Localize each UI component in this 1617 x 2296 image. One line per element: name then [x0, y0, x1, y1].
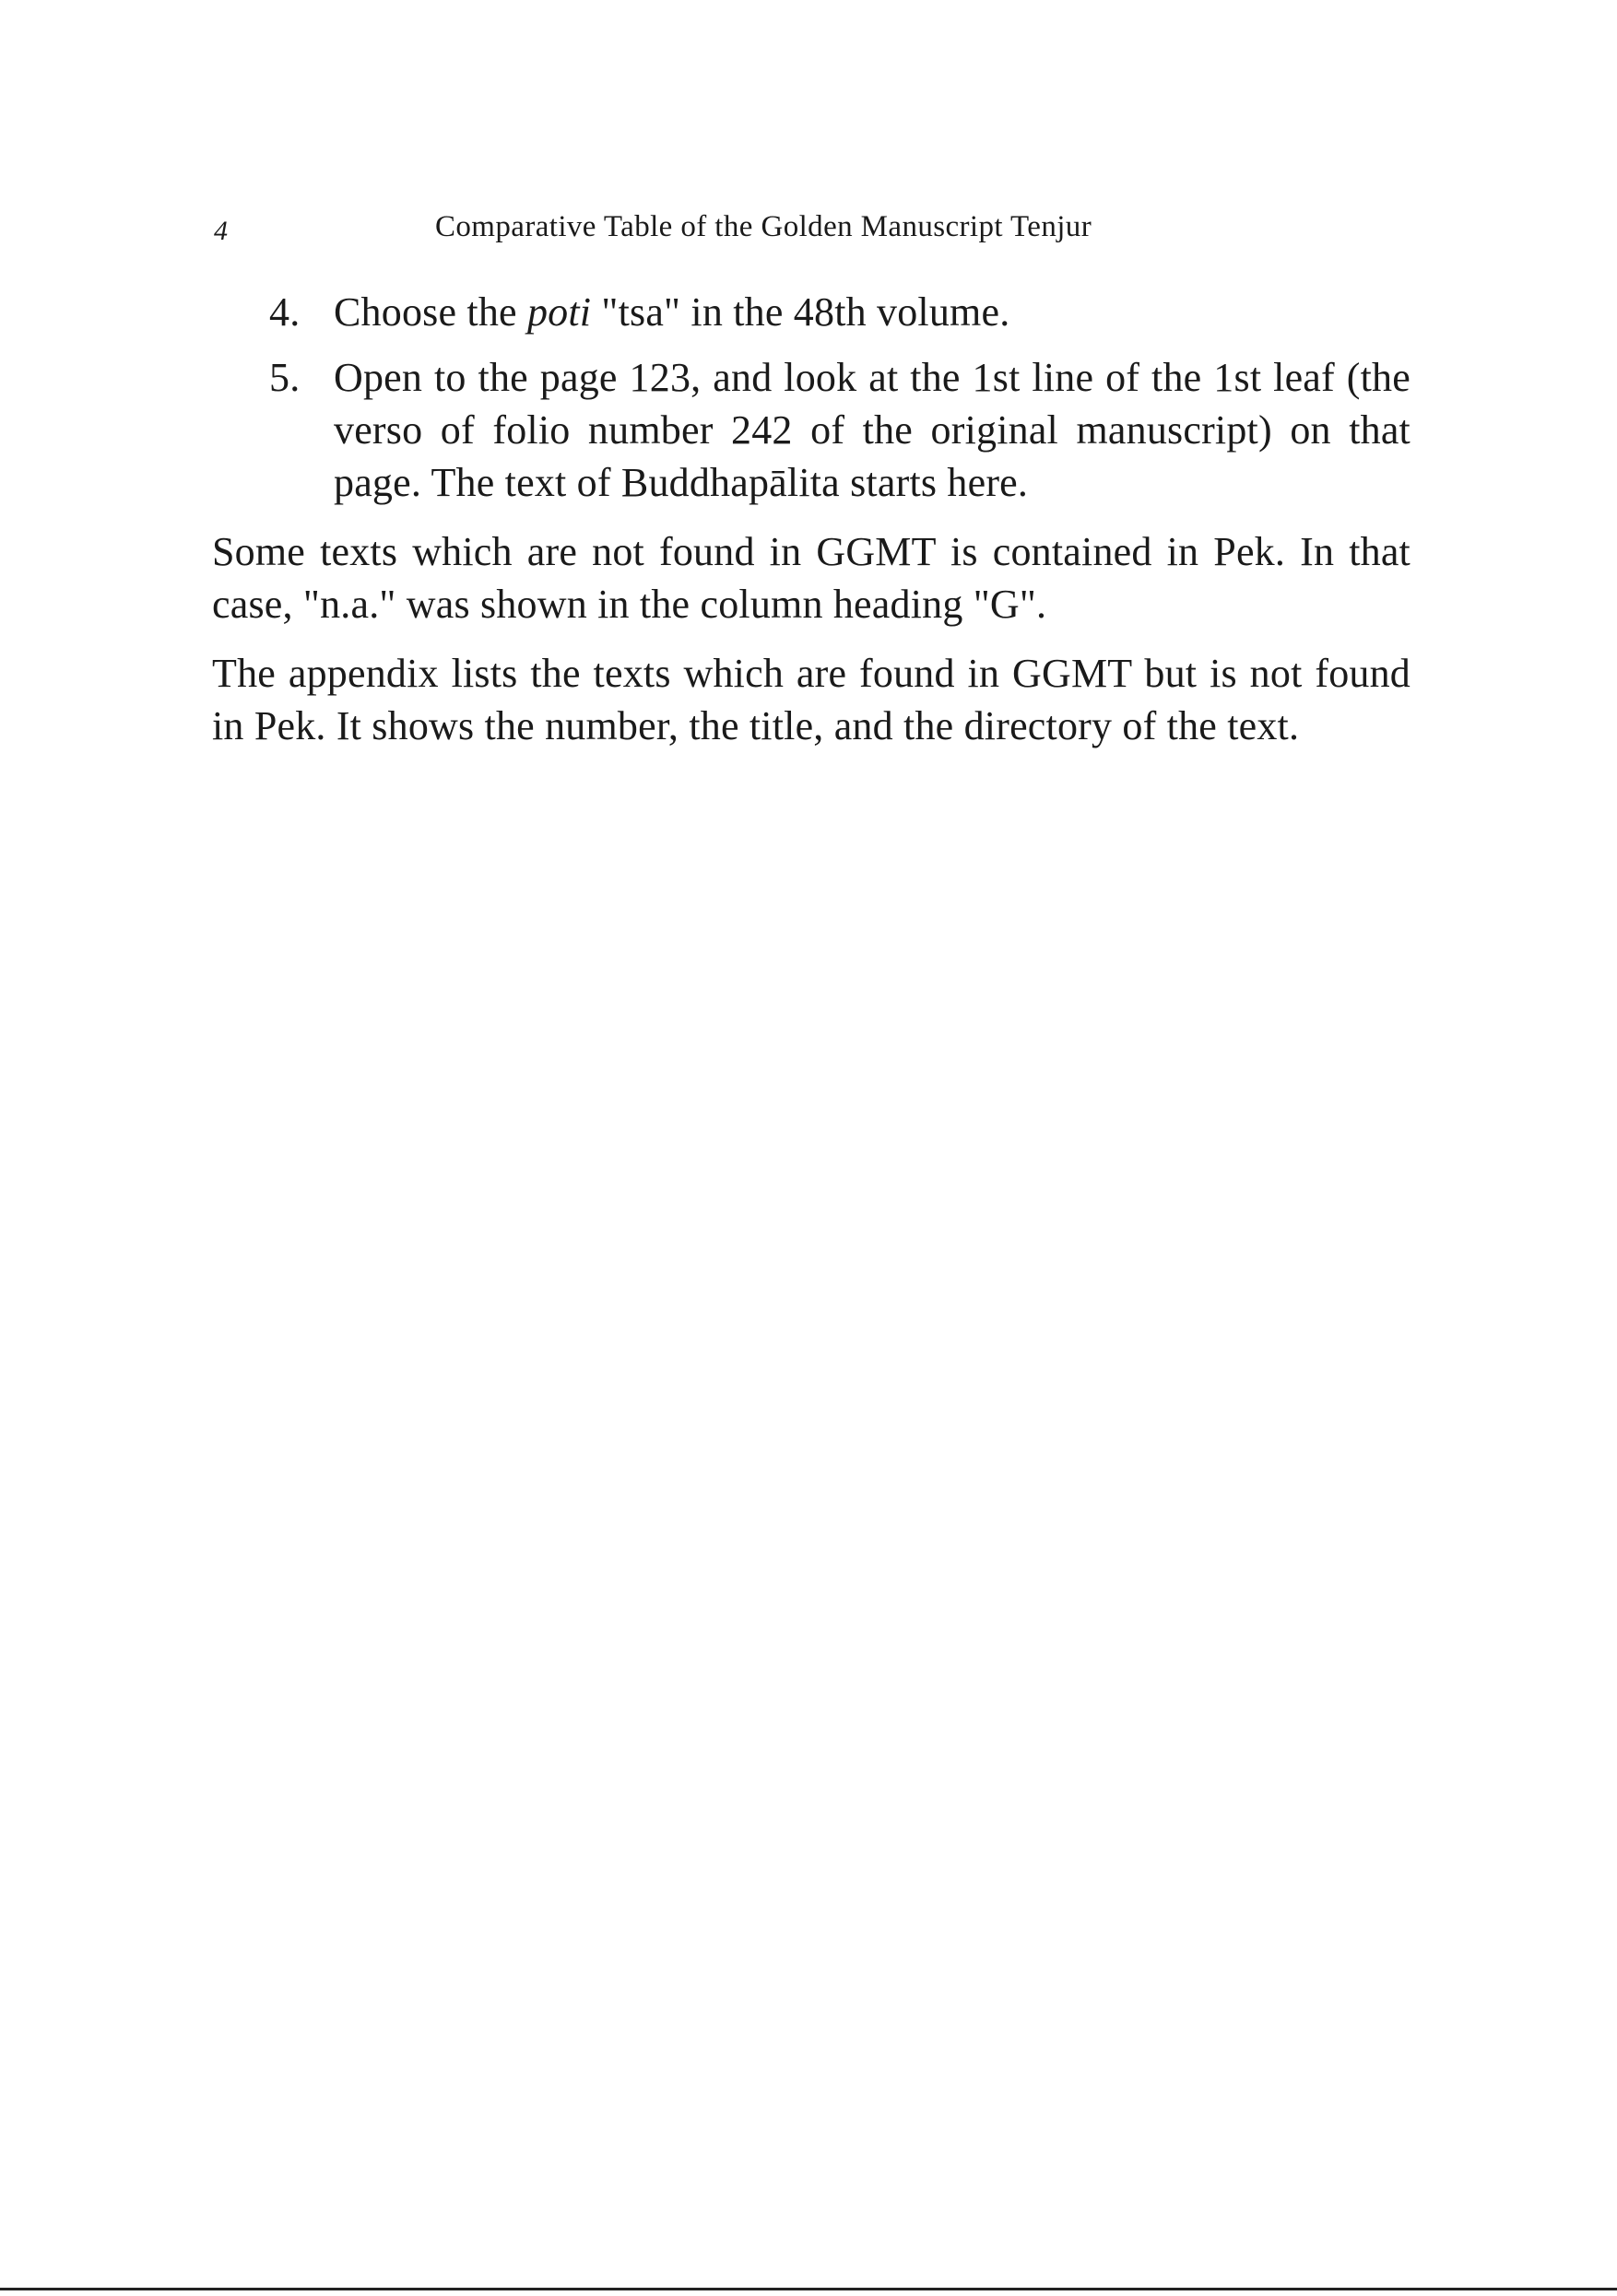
body-text — [212, 286, 1410, 767]
step-text: Open to the page 123, and look at the 1st line of the 1st leaf (the verso of folio number 242 of the original manuscript) on that page. The text of Buddhapālita starts here. — [334, 355, 1410, 505]
step-number: 4. — [269, 289, 301, 335]
step-text-after: "tsa" in the 48th volume. — [591, 289, 1010, 335]
page-number: 4 — [214, 216, 228, 246]
paragraph: Some texts which are not found in GGMT is contained in Pek. In that case, "n.a." was shown in the column heading "G". — [212, 529, 1410, 627]
step-item — [212, 351, 1410, 509]
step-item — [212, 286, 1410, 338]
bottom-rule — [0, 2288, 1617, 2290]
running-header — [214, 210, 1191, 256]
step-emphasis: poti — [526, 289, 592, 335]
running-title: Comparative Table of the Golden Manuscript Tenjur — [435, 210, 1092, 243]
step-text-before: Choose the — [334, 289, 527, 335]
step-number: 5. — [269, 355, 301, 400]
paragraph: The appendix lists the texts which are found in GGMT but is not found in Pek. It shows the number, the title, and the directory of the text. — [212, 651, 1410, 748]
step-text — [334, 286, 1410, 338]
